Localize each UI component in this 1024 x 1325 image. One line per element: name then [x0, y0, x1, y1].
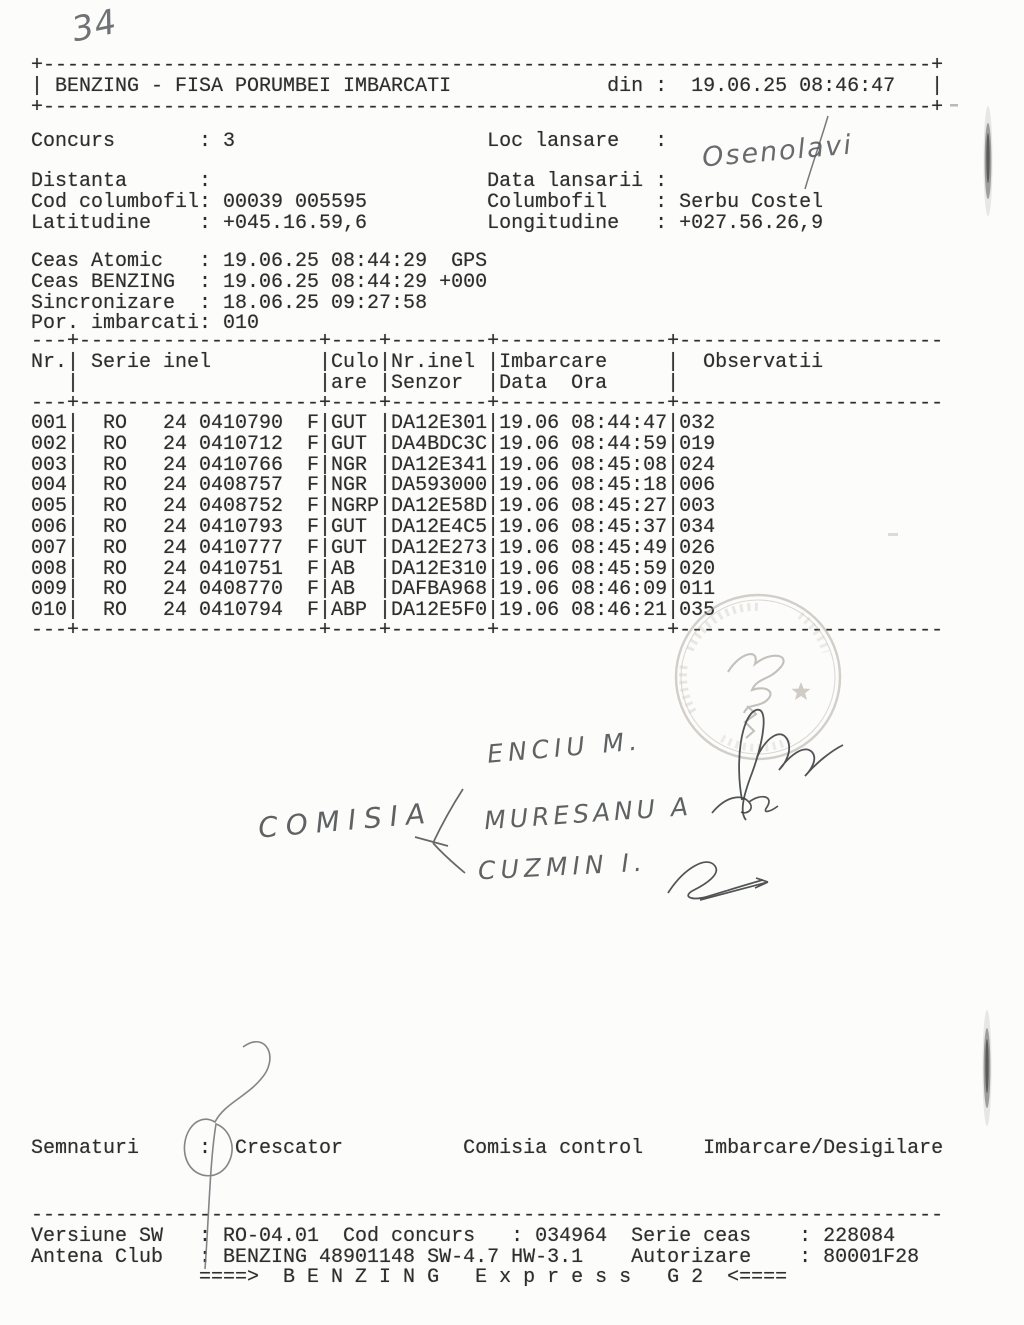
handwritten-name-enciu: ENCIU M.: [486, 726, 644, 769]
printed-line: | |are |Senzor |Data Ora |: [31, 371, 680, 395]
handwritten-loc-lansare: Osenolavi: [700, 129, 855, 174]
signature-muresanu: [712, 797, 778, 813]
footer-section: [31, 1206, 943, 1289]
printed-line: ---+--------------------+----+--------+--------------+----------------------: [31, 619, 944, 642]
clock-info-section: [31, 252, 487, 335]
printed-line: Semnaturi : Crescator Comisia control Imbarcare/Desigilare: [31, 1137, 944, 1160]
printed-line: 010| RO 24 0410794 F|ABP |DA12E5F0|19.06 08:46:21|035: [31, 599, 716, 623]
handwritten-page-number: 34: [68, 1, 121, 51]
printed-line: Antena Club : BENZING 48901148 SW-4.7 HW-3.1 Autorizare : 80001F28: [31, 1245, 944, 1269]
printed-line: Latitudine : +045.16.59,6 Longitudine : +027.56.26,9: [31, 211, 824, 235]
pigeon-table-rows: [31, 414, 715, 622]
printed-line: Distanta : Data lansarii :: [31, 170, 668, 193]
printed-line: ----------------------------------------------------------------------------: [31, 1204, 944, 1227]
printed-line: Ceas BENZING : 19.06.25 08:44:29 +000: [31, 270, 488, 294]
printed-line: 009| RO 24 0408770 F|AB |DAFBA968|19.06 08:46:09|011: [31, 578, 716, 602]
printed-line: Ceas Atomic : 19.06.25 08:44:29 GPS: [31, 250, 488, 273]
stamp-star-icon: [792, 682, 811, 700]
printed-line: Nr.| Serie inel |Culo|Nr.inel |Imbarcare | Observatii: [31, 350, 824, 374]
pigeon-table-bottom-border: [31, 621, 943, 642]
signature-cuzmin: [668, 862, 768, 900]
signatures-line: [31, 1139, 943, 1160]
race-info-line-concurs: [31, 132, 667, 153]
printed-line: Por. imbarcati: 010: [31, 312, 260, 336]
printed-line: +--------------------------------------------------------------------------+: [31, 54, 944, 77]
printed-line: 005| RO 24 0408752 F|NGRP|DA12E58D|19.06 08:45:27|003: [31, 495, 716, 519]
printed-line: 004| RO 24 0408757 F|NGR |DA593000|19.06 08:45:18|006: [31, 474, 716, 498]
pigeon-table-header: [31, 332, 943, 415]
scan-artifact-streaks: [888, 104, 993, 1126]
printed-line: Concurs : 3 Loc lansare :: [31, 130, 668, 153]
race-info-section: [31, 172, 823, 234]
printed-line: +--------------------------------------------------------------------------+: [31, 95, 944, 119]
printed-line: ---+--------------------+----+--------+--------------+----------------------: [31, 392, 944, 416]
handwritten-comisia-label: COMISIA: [256, 796, 435, 845]
printed-line: 003| RO 24 0410766 F|NGR |DA12E341|19.06 08:45:08|024: [31, 453, 716, 477]
printed-line: 006| RO 24 0410793 F|GUT |DA12E4C5|19.06 08:45:37|034: [31, 515, 716, 539]
handwritten-name-cuzmin: CUZMIN I.: [477, 847, 648, 886]
printed-line: Versiune SW : RO-04.01 Cod concurs : 034964 Serie ceas : 228084: [31, 1224, 944, 1248]
printed-line: 001| RO 24 0410790 F|GUT |DA12E301|19.06 08:44:47|032: [31, 412, 716, 435]
printed-line: 007| RO 24 0410777 F|GUT |DA12E273|19.06 08:45:49|026: [31, 536, 716, 560]
handwritten-name-muresanu: MURESANU A: [483, 791, 693, 836]
printed-line: | BENZING - FISA PORUMBEI IMBARCATI din : 19.06.25 08:46:47 |: [31, 74, 944, 98]
printed-line: 002| RO 24 0410712 F|GUT |DA4BDC3C|19.06 08:44:59|019: [31, 432, 716, 456]
printed-line: 008| RO 24 0410751 F|AB |DA12E310|19.06 08:45:59|020: [31, 557, 716, 581]
signature-enciu: [739, 710, 843, 820]
stamp-pigeon-icon: [728, 654, 784, 738]
printed-line: Sincronizare : 18.06.25 09:27:58: [31, 291, 428, 315]
document-header-box: [31, 56, 943, 118]
printed-line: ====> B E N Z I N G E x p r e s s G 2 <====: [31, 1266, 944, 1290]
printed-line: ---+--------------------+----+--------+--------------+----------------------: [31, 330, 944, 353]
printed-line: Cod columbofil: 00039 005595 Columbofil : Serbu Costel: [31, 190, 824, 214]
